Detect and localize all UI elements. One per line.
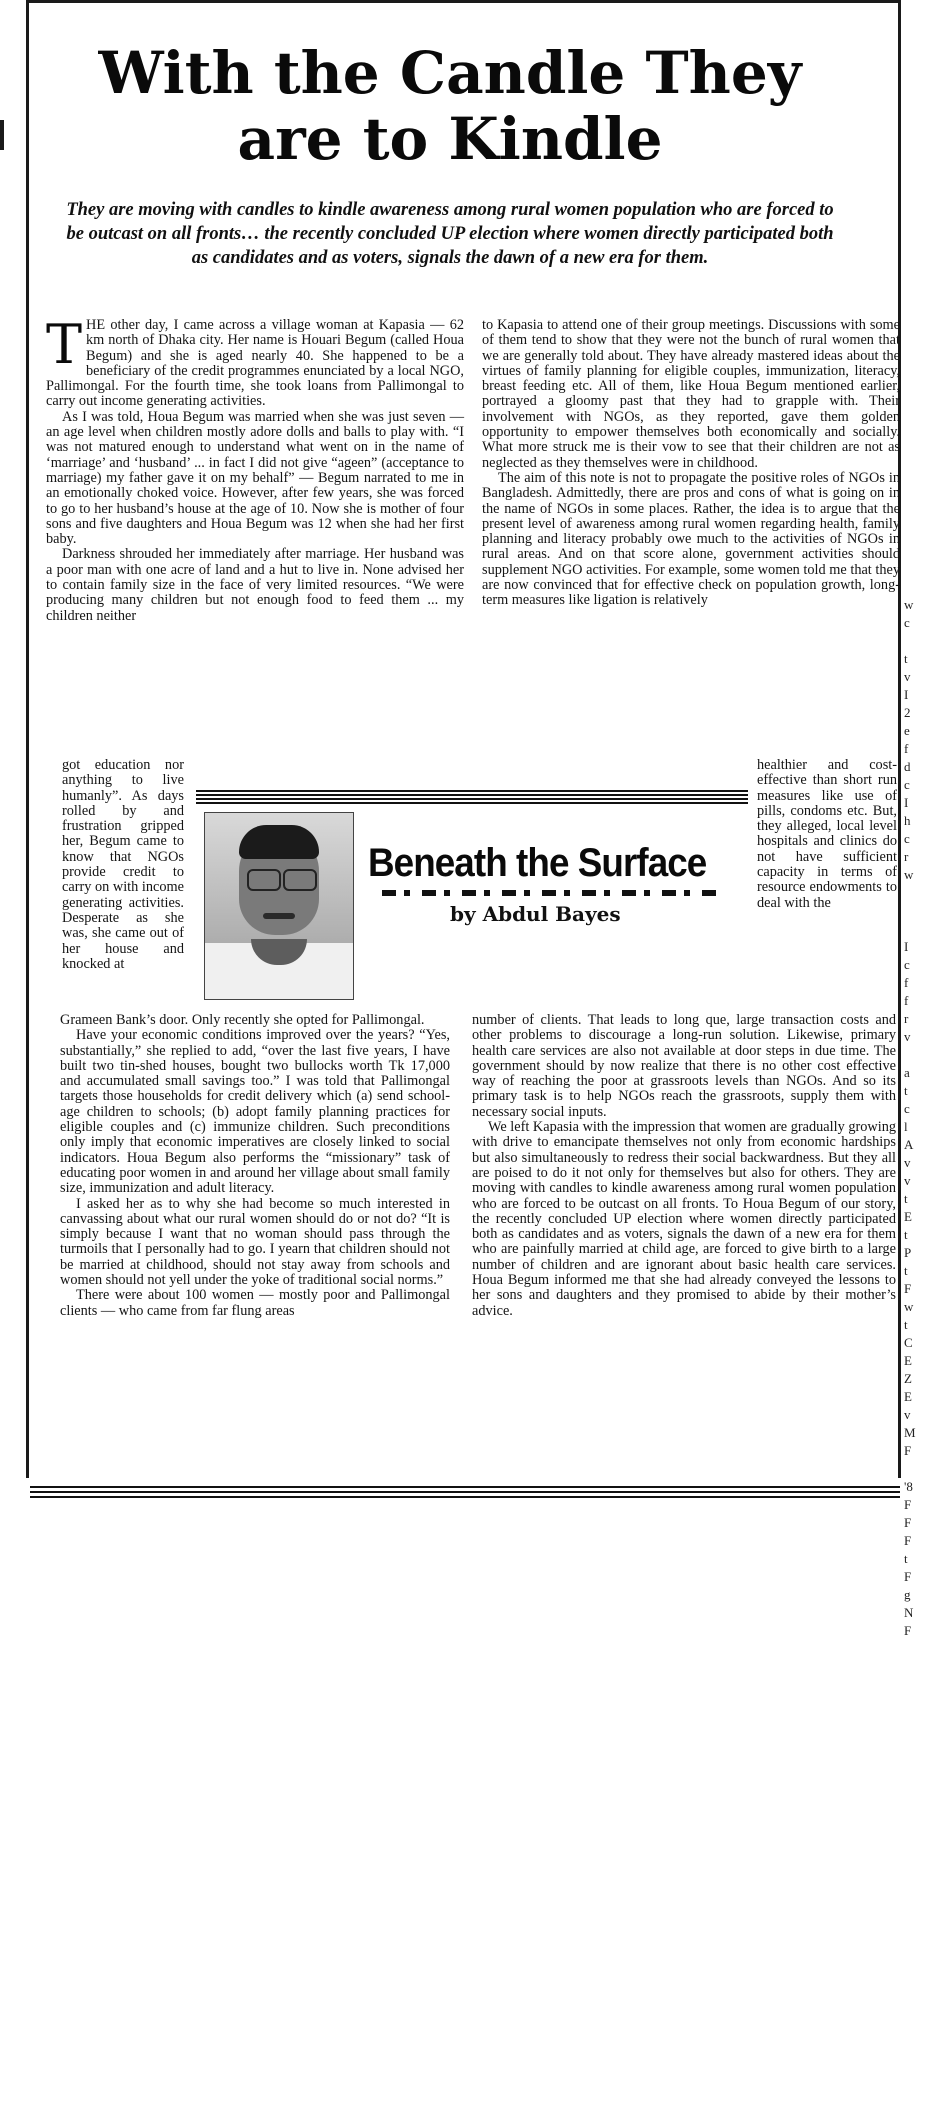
headline-line-1: With the Candle They: [98, 39, 802, 107]
feature-box-rules: [196, 790, 748, 808]
article-deck: They are moving with candles to kindle awareness among rural women population who are forced to be outcast on all fronts… the recently concluded UP election where women directly participated both as candidates and as voters, signals the dawn of a new era for them.: [66, 200, 834, 268]
paragraph-kapasia: to Kapasia to attend one of their group meetings. Discussions with some of them tend to show that they were not the bunch of rural women that we are generally told about. They have already mastered ideas about the virtues of family planning for eligible couples, immunization, literacy, breast feeding etc. All of them, like Houa Begum mentioned earlier, portrayed a gloomy past that they had to grapple with. Their involvement with NGOs, as they reported, gave them golden opportunity to empower themselves both economically and socially. What more struck me is their vow to see that their children are not as neglected as they themselves were in childhood.: [482, 317, 900, 471]
column-title: Beneath the Surface: [368, 841, 707, 885]
column-2-upper: [482, 318, 900, 609]
column-2-lower: [472, 1013, 896, 1319]
column-1-lower: [60, 1013, 450, 1319]
column-1-wrap-text: got education nor anything to live humanly”. As days rolled by and frustration gripped her, Begum came to know that NGOs provide credit to carry on with income generating activities. Desperate as she was, she came out of her house and knocked at: [62, 757, 184, 972]
adjacent-article-fragment: w c t v I 2 e f d c I h c r w I c f f r v a t c l A v v t E t P t F w t C E Z E v M F '8 F F F t F g N F: [904, 597, 916, 1638]
paragraph-marriage: As I was told, Houa Begum was married when she was just seven — an age level when children mostly adore dolls and balls to play with. “I was not matured enough to understand what went on in the name of ‘marriage’ and ‘husband’ ... in fact I did not give “ageen” (acceptance to marriage) my father gave it on my behalf” — Begum narrated to me in an emotionally choked voice. However, after few years, she was forced to go to her husband’s house at the age of 10. Now she is mother of four sons and five daughters and Houa Begum was 12 when she had her first baby.: [46, 408, 464, 548]
paragraph-canvassing: I asked her as to why she had become so much interested in canvassing about what our rural women should do or not do? “It is simply because I want that no woman should pass through the turmoils that I personally had to go. I yearn that children should not be married at childhood, should not stay away from schools and women should not yell under the yoke of traditional social norms.”: [60, 1195, 450, 1289]
column-2-wrap-text: healthier and cost-effective than short run measures like use of pills, condoms etc. But, they alleged, local level hospitals and clinics do not have sufficient capacity in terms of resource endowments to deal with the: [757, 757, 897, 911]
paragraph-grameen: Grameen Bank’s door. Only recently she opted for Pallimongal.: [60, 1012, 425, 1028]
paragraph-aim: The aim of this note is not to propagate the positive roles of NGOs in Bangladesh. Admittedly, there are pros and cons of what is going on in the name of NGOs in some places. Rather, the idea is to argue that the present level of awareness among rural women regarding health, family planning and literacy probably owe much to the activities of NGOs in rural areas. And on that score alone, government activities should supplement NGO activities. For example, some women told me that they are now convinced that for effective check on population growth, long-term measures like ligation is relatively: [482, 469, 900, 609]
paragraph-darkness: Darkness shrouded her immediately after marriage. Her husband was a poor man with one acre of land and a hut to live in. None advised her to contain family size in the face of very limited resources. “We were producing many children but not enough food to feed them ... my children neither: [46, 546, 464, 624]
article-headline: [60, 40, 840, 172]
top-rule: [26, 0, 901, 3]
paragraph-conclusion: We left Kapasia with the impression that women are gradually growing with drive to emancipate themselves not only from economic hardships but also simultaneously to redress their social backwardness. But they all are poised to do it not only for themselves but also for others. They are moving with candles to kindle awareness among rural women population who are forced to be outcast on all fronts. To Houa Begum of our story, the recently concluded UP election where women directly participated both as candidates and as voters, signals the dawn of a new era for them who are painfully married at child age, are forced to give birth to a large number of children and are ignorant about basic health care services. Houa Begum informed me that she had already conveyed the lessons to her sons and daughters and they promised to abide by their mother’s advice.: [472, 1119, 896, 1319]
paragraph-intro-text: HE other day, I came across a village woman at Kapasia — 62 km north of Dhaka city. Her name is Houari Begum (called Houa Begum) and she is aged nearly 40. She happened to be a beneficiary of the credit programmes enunciated by a local NGO, Pallimongal. For the fourth time, she took loans from Pallimongal to carry out income generating activities.: [46, 317, 464, 410]
right-column-rule: [898, 0, 901, 1478]
column-1-upper: [46, 313, 464, 624]
drop-cap: T: [46, 313, 83, 376]
paragraph-intro: [46, 313, 464, 410]
paragraph-meeting: There were about 100 women — mostly poor and Pallimongal clients — who came from far flung areas: [60, 1287, 450, 1319]
paragraph-economic: Have your economic conditions improved over the years? “Yes, substantially,” she replied to add, “over the last five years, I have built two tin-shed houses, bought two bullocks worth Tk 17,000 and accumulated small savings too.” I was told that Pallimongal targets those households for credit delivery which (a) send school-age children to schools; (b) adopt family planning practices for eligible couples and (c) immunize children. Such preconditions only imply that economic imperatives are closely linked to social indicators. Houa Begum also performs the “missionary” task of educating poor women in and around her village about small family size, immunization and adult literacy.: [60, 1027, 450, 1197]
column-feature-box: [196, 790, 748, 1002]
column-title-dashes: [382, 890, 722, 896]
margin-tick-mark: [0, 120, 4, 150]
byline: by Abdul Bayes: [450, 902, 621, 926]
left-column-rule: [26, 0, 29, 1478]
paragraph-clients: number of clients. That leads to long que, large transaction costs and other problems to discourage a long-run solution. Likewise, primary health care services are also not available at door steps in due time. The government should by now realize that there is no other cost effective way of reaching the poor at grassroots levels than NGOs. And so its primary task is to help NGOs reach the grassroots, supply them with necessary social inputs.: [472, 1012, 896, 1120]
bottom-rules: [30, 1486, 900, 1501]
author-photo: [204, 812, 354, 1000]
headline-line-2: are to Kindle: [237, 105, 663, 173]
